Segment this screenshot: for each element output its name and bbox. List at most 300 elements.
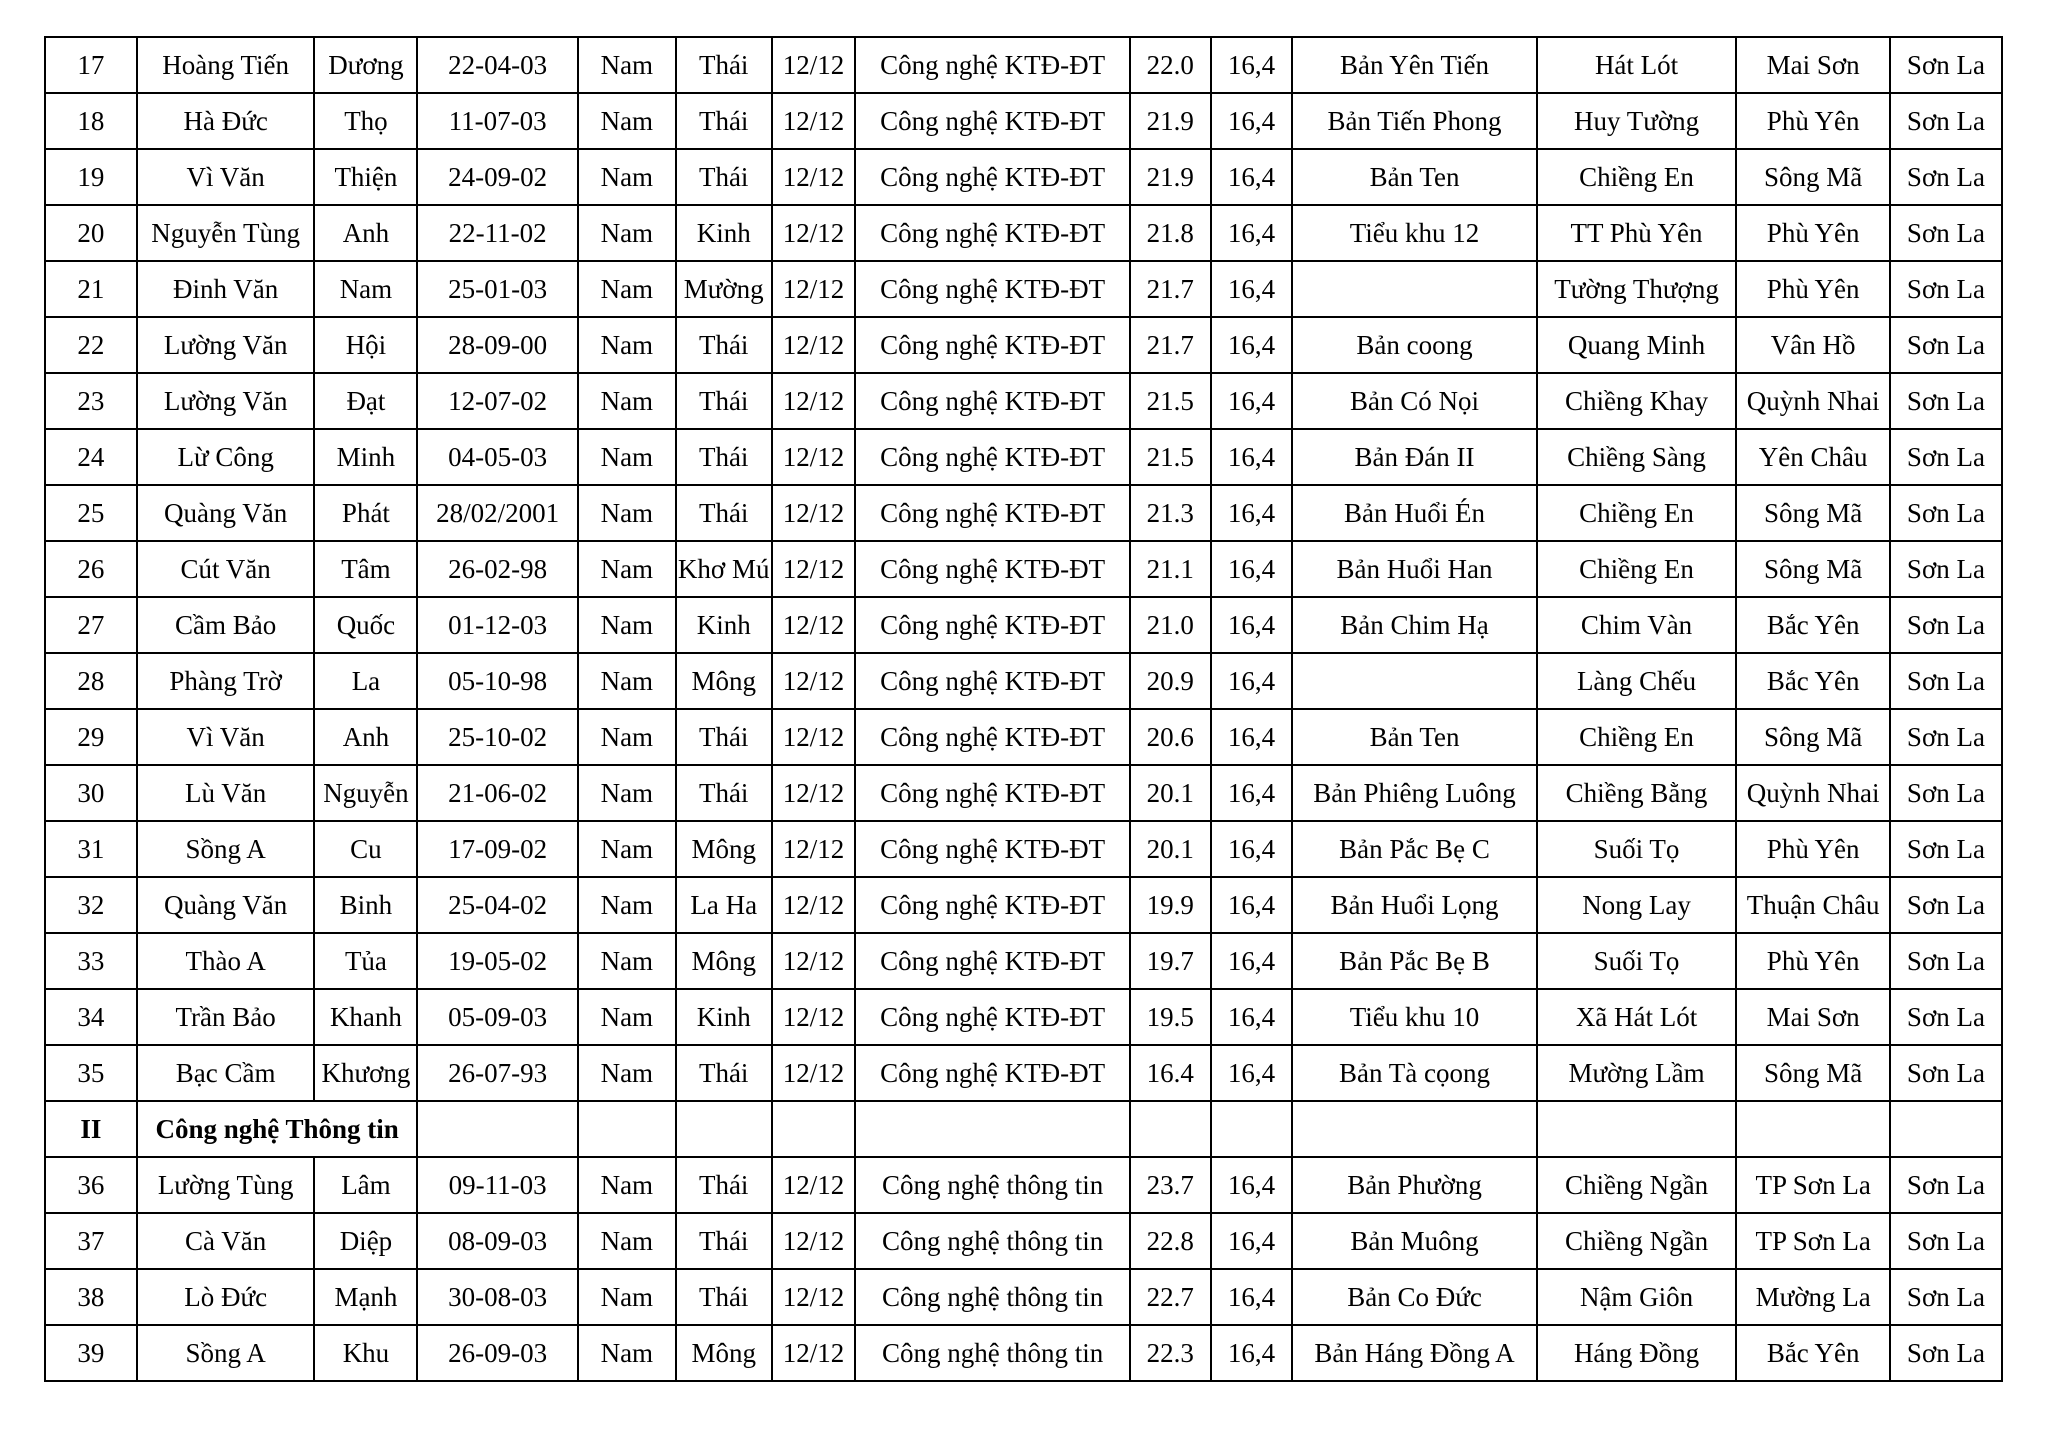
given-name-cell: Tâm [314, 541, 417, 597]
ethnicity-cell: Thái [676, 709, 772, 765]
student-roster-table [44, 36, 2003, 1382]
education-level-cell: 12/12 [772, 821, 856, 877]
table-row [45, 1213, 2002, 1269]
province-cell: Sơn La [1890, 653, 2002, 709]
ethnicity-cell: Thái [676, 429, 772, 485]
education-level-cell: 12/12 [772, 261, 856, 317]
ethnicity-cell: Thái [676, 485, 772, 541]
village-cell: Bản Đán II [1292, 429, 1536, 485]
education-level-cell: 12/12 [772, 1325, 856, 1381]
cutoff-score-cell: 16,4 [1211, 1045, 1293, 1101]
birth-date-cell: 05-09-03 [417, 989, 577, 1045]
province-cell: Sơn La [1890, 1045, 2002, 1101]
score-cell: 20.6 [1130, 709, 1211, 765]
district-cell: Sông Mã [1736, 149, 1889, 205]
ethnicity-cell: Kinh [676, 989, 772, 1045]
score-cell: 21.7 [1130, 261, 1211, 317]
education-level-cell: 12/12 [772, 877, 856, 933]
gender-cell: Nam [578, 261, 676, 317]
ethnicity-cell: Thái [676, 93, 772, 149]
student-number-cell: 28 [45, 653, 137, 709]
commune-cell: Chim Vàn [1537, 597, 1737, 653]
score-cell: 20.9 [1130, 653, 1211, 709]
province-cell: Sơn La [1890, 429, 2002, 485]
family-name-cell: Lường Văn [137, 373, 315, 429]
table-row [45, 205, 2002, 261]
province-cell: Sơn La [1890, 765, 2002, 821]
student-number-cell: 39 [45, 1325, 137, 1381]
gender-cell: Nam [578, 317, 676, 373]
family-name-cell: Hà Đức [137, 93, 315, 149]
province-cell: Sơn La [1890, 877, 2002, 933]
education-level-cell: 12/12 [772, 485, 856, 541]
table-row [45, 989, 2002, 1045]
commune-cell: Chiềng En [1537, 709, 1737, 765]
given-name-cell: Thọ [314, 93, 417, 149]
cutoff-score-cell: 16,4 [1211, 989, 1293, 1045]
score-cell: 21.8 [1130, 205, 1211, 261]
student-number-cell: 31 [45, 821, 137, 877]
cutoff-score-cell: 16,4 [1211, 1325, 1293, 1381]
student-number-cell: 27 [45, 597, 137, 653]
ethnicity-cell: Thái [676, 37, 772, 93]
cutoff-score-cell: 16,4 [1211, 317, 1293, 373]
section-ii-rows [45, 1157, 2002, 1381]
family-name-cell: Sồng A [137, 1325, 315, 1381]
major-cell: Công nghệ KTĐ-ĐT [855, 149, 1130, 205]
student-number-cell: 38 [45, 1269, 137, 1325]
given-name-cell: La [314, 653, 417, 709]
education-level-cell: 12/12 [772, 765, 856, 821]
birth-date-cell: 21-06-02 [417, 765, 577, 821]
table-row [45, 653, 2002, 709]
given-name-cell: Anh [314, 205, 417, 261]
gender-cell: Nam [578, 877, 676, 933]
commune-cell: Suối Tọ [1537, 933, 1737, 989]
table-row [45, 709, 2002, 765]
village-cell: Bản Pắc Bẹ C [1292, 821, 1536, 877]
district-cell: Bắc Yên [1736, 653, 1889, 709]
birth-date-cell: 26-09-03 [417, 1325, 577, 1381]
ethnicity-cell: Mông [676, 1325, 772, 1381]
cutoff-score-cell: 16,4 [1211, 1157, 1293, 1213]
district-cell: Phù Yên [1736, 261, 1889, 317]
province-cell: Sơn La [1890, 93, 2002, 149]
family-name-cell: Bạc Cầm [137, 1045, 315, 1101]
family-name-cell: Vì Văn [137, 709, 315, 765]
table-row [45, 1325, 2002, 1381]
student-number-cell: 33 [45, 933, 137, 989]
birth-date-cell: 25-10-02 [417, 709, 577, 765]
table-row [45, 429, 2002, 485]
family-name-cell: Quàng Văn [137, 877, 315, 933]
district-cell: Yên Châu [1736, 429, 1889, 485]
gender-cell: Nam [578, 541, 676, 597]
district-cell: Bắc Yên [1736, 1325, 1889, 1381]
ethnicity-cell: Thái [676, 373, 772, 429]
province-cell: Sơn La [1890, 821, 2002, 877]
given-name-cell: Đạt [314, 373, 417, 429]
birth-date-cell: 24-09-02 [417, 149, 577, 205]
family-name-cell: Quàng Văn [137, 485, 315, 541]
major-cell: Công nghệ KTĐ-ĐT [855, 541, 1130, 597]
given-name-cell: Nam [314, 261, 417, 317]
province-cell: Sơn La [1890, 205, 2002, 261]
given-name-cell: Anh [314, 709, 417, 765]
cutoff-score-cell: 16,4 [1211, 1269, 1293, 1325]
student-number-cell: 19 [45, 149, 137, 205]
ethnicity-cell: Thái [676, 1269, 772, 1325]
major-cell: Công nghệ thông tin [855, 1213, 1130, 1269]
table-row [45, 877, 2002, 933]
district-cell: Phù Yên [1736, 933, 1889, 989]
family-name-cell: Lò Đức [137, 1269, 315, 1325]
major-cell: Công nghệ KTĐ-ĐT [855, 485, 1130, 541]
student-number-cell: 35 [45, 1045, 137, 1101]
commune-cell: Chiềng Sàng [1537, 429, 1737, 485]
education-level-cell: 12/12 [772, 653, 856, 709]
province-cell: Sơn La [1890, 541, 2002, 597]
table-row [45, 93, 2002, 149]
province-cell: Sơn La [1890, 37, 2002, 93]
family-name-cell: Trần Bảo [137, 989, 315, 1045]
table-row [45, 541, 2002, 597]
ethnicity-cell: Thái [676, 765, 772, 821]
commune-cell: Tường Thượng [1537, 261, 1737, 317]
gender-cell: Nam [578, 429, 676, 485]
score-cell: 22.3 [1130, 1325, 1211, 1381]
province-cell: Sơn La [1890, 597, 2002, 653]
village-cell: Bản Muông [1292, 1213, 1536, 1269]
given-name-cell: Diệp [314, 1213, 417, 1269]
gender-cell: Nam [578, 933, 676, 989]
village-cell: Bản Chim Hạ [1292, 597, 1536, 653]
ethnicity-cell: Mông [676, 653, 772, 709]
gender-cell: Nam [578, 373, 676, 429]
village-cell: Bản Phường [1292, 1157, 1536, 1213]
village-cell [1292, 653, 1536, 709]
gender-cell: Nam [578, 821, 676, 877]
birth-date-cell: 25-04-02 [417, 877, 577, 933]
birth-date-cell: 30-08-03 [417, 1269, 577, 1325]
table-row [45, 485, 2002, 541]
student-number-cell: 17 [45, 37, 137, 93]
village-cell: Bản coong [1292, 317, 1536, 373]
village-cell: Tiểu khu 10 [1292, 989, 1536, 1045]
major-cell: Công nghệ KTĐ-ĐT [855, 933, 1130, 989]
given-name-cell: Hội [314, 317, 417, 373]
major-cell: Công nghệ KTĐ-ĐT [855, 205, 1130, 261]
commune-cell: Chiềng En [1537, 149, 1737, 205]
birth-date-cell: 26-02-98 [417, 541, 577, 597]
ethnicity-cell: Kinh [676, 205, 772, 261]
cutoff-score-cell: 16,4 [1211, 37, 1293, 93]
given-name-cell: Cu [314, 821, 417, 877]
student-number-cell: 36 [45, 1157, 137, 1213]
score-cell: 21.3 [1130, 485, 1211, 541]
commune-cell: Háng Đồng [1537, 1325, 1737, 1381]
major-cell: Công nghệ KTĐ-ĐT [855, 821, 1130, 877]
family-name-cell: Lừ Công [137, 429, 315, 485]
score-cell: 21.9 [1130, 149, 1211, 205]
family-name-cell: Nguyễn Tùng [137, 205, 315, 261]
cutoff-score-cell: 16,4 [1211, 149, 1293, 205]
gender-cell: Nam [578, 597, 676, 653]
ethnicity-cell: Thái [676, 317, 772, 373]
score-cell: 21.5 [1130, 429, 1211, 485]
birth-date-cell: 04-05-03 [417, 429, 577, 485]
village-cell: Bản Huổi Han [1292, 541, 1536, 597]
ethnicity-cell: Thái [676, 1157, 772, 1213]
student-number-cell: 34 [45, 989, 137, 1045]
birth-date-cell: 22-11-02 [417, 205, 577, 261]
family-name-cell: Sồng A [137, 821, 315, 877]
major-cell: Công nghệ KTĐ-ĐT [855, 317, 1130, 373]
commune-cell: Nong Lay [1537, 877, 1737, 933]
birth-date-cell: 01-12-03 [417, 597, 577, 653]
village-cell: Bản Yên Tiến [1292, 37, 1536, 93]
province-cell: Sơn La [1890, 1325, 2002, 1381]
given-name-cell: Khu [314, 1325, 417, 1381]
birth-date-cell: 19-05-02 [417, 933, 577, 989]
score-cell: 16.4 [1130, 1045, 1211, 1101]
gender-cell: Nam [578, 485, 676, 541]
major-cell: Công nghệ thông tin [855, 1325, 1130, 1381]
cutoff-score-cell: 16,4 [1211, 597, 1293, 653]
ethnicity-cell: Thái [676, 149, 772, 205]
education-level-cell: 12/12 [772, 205, 856, 261]
family-name-cell: Cầm Bảo [137, 597, 315, 653]
commune-cell: Chiềng En [1537, 485, 1737, 541]
student-number-cell: 22 [45, 317, 137, 373]
score-cell: 19.7 [1130, 933, 1211, 989]
village-cell: Bản Tiến Phong [1292, 93, 1536, 149]
education-level-cell: 12/12 [772, 989, 856, 1045]
score-cell: 22.7 [1130, 1269, 1211, 1325]
village-cell: Tiểu khu 12 [1292, 205, 1536, 261]
score-cell: 21.0 [1130, 597, 1211, 653]
education-level-cell: 12/12 [772, 37, 856, 93]
table-row [45, 1157, 2002, 1213]
commune-cell: Chiềng Ngần [1537, 1213, 1737, 1269]
major-cell: Công nghệ KTĐ-ĐT [855, 653, 1130, 709]
given-name-cell: Quốc [314, 597, 417, 653]
section-ii-header [45, 1101, 2002, 1157]
given-name-cell: Khương [314, 1045, 417, 1101]
student-number-cell: 23 [45, 373, 137, 429]
district-cell: Bắc Yên [1736, 597, 1889, 653]
section-number: II [45, 1101, 137, 1157]
major-cell: Công nghệ KTĐ-ĐT [855, 429, 1130, 485]
ethnicity-cell: Mông [676, 933, 772, 989]
commune-cell: Huy Tường [1537, 93, 1737, 149]
score-cell: 19.5 [1130, 989, 1211, 1045]
education-level-cell: 12/12 [772, 429, 856, 485]
table-row [45, 933, 2002, 989]
commune-cell: Chiềng Khay [1537, 373, 1737, 429]
commune-cell: Làng Chếu [1537, 653, 1737, 709]
gender-cell: Nam [578, 1325, 676, 1381]
score-cell: 23.7 [1130, 1157, 1211, 1213]
major-cell: Công nghệ KTĐ-ĐT [855, 373, 1130, 429]
score-cell: 20.1 [1130, 765, 1211, 821]
cutoff-score-cell: 16,4 [1211, 765, 1293, 821]
province-cell: Sơn La [1890, 317, 2002, 373]
family-name-cell: Vì Văn [137, 149, 315, 205]
ethnicity-cell: Thái [676, 1213, 772, 1269]
score-cell: 22.8 [1130, 1213, 1211, 1269]
district-cell: Thuận Châu [1736, 877, 1889, 933]
student-number-cell: 25 [45, 485, 137, 541]
given-name-cell: Thiện [314, 149, 417, 205]
commune-cell: Hát Lót [1537, 37, 1737, 93]
village-cell: Bản Ten [1292, 709, 1536, 765]
ethnicity-cell: Khơ Mú [676, 541, 772, 597]
major-cell: Công nghệ thông tin [855, 1157, 1130, 1213]
student-number-cell: 26 [45, 541, 137, 597]
cutoff-score-cell: 16,4 [1211, 485, 1293, 541]
ethnicity-cell: Mường [676, 261, 772, 317]
province-cell: Sơn La [1890, 1157, 2002, 1213]
given-name-cell: Tủa [314, 933, 417, 989]
given-name-cell: Khanh [314, 989, 417, 1045]
table-row [45, 149, 2002, 205]
commune-cell: Chiềng En [1537, 541, 1737, 597]
family-name-cell: Lù Văn [137, 765, 315, 821]
village-cell: Bản Ten [1292, 149, 1536, 205]
education-level-cell: 12/12 [772, 1045, 856, 1101]
table-row [45, 597, 2002, 653]
major-cell: Công nghệ KTĐ-ĐT [855, 93, 1130, 149]
district-cell: Mai Sơn [1736, 37, 1889, 93]
gender-cell: Nam [578, 765, 676, 821]
district-cell: Phù Yên [1736, 205, 1889, 261]
major-cell: Công nghệ KTĐ-ĐT [855, 37, 1130, 93]
district-cell: Quỳnh Nhai [1736, 373, 1889, 429]
major-cell: Công nghệ KTĐ-ĐT [855, 989, 1130, 1045]
major-cell: Công nghệ KTĐ-ĐT [855, 597, 1130, 653]
birth-date-cell: 17-09-02 [417, 821, 577, 877]
education-level-cell: 12/12 [772, 93, 856, 149]
commune-cell: Mường Lầm [1537, 1045, 1737, 1101]
score-cell: 21.1 [1130, 541, 1211, 597]
gender-cell: Nam [578, 653, 676, 709]
district-cell: Sông Mã [1736, 485, 1889, 541]
education-level-cell: 12/12 [772, 1269, 856, 1325]
cutoff-score-cell: 16,4 [1211, 205, 1293, 261]
cutoff-score-cell: 16,4 [1211, 373, 1293, 429]
given-name-cell: Lâm [314, 1157, 417, 1213]
commune-cell: TT Phù Yên [1537, 205, 1737, 261]
major-cell: Công nghệ KTĐ-ĐT [855, 1045, 1130, 1101]
birth-date-cell: 25-01-03 [417, 261, 577, 317]
student-number-cell: 24 [45, 429, 137, 485]
province-cell: Sơn La [1890, 1213, 2002, 1269]
village-cell [1292, 261, 1536, 317]
cutoff-score-cell: 16,4 [1211, 821, 1293, 877]
cutoff-score-cell: 16,4 [1211, 429, 1293, 485]
cutoff-score-cell: 16,4 [1211, 709, 1293, 765]
district-cell: Quỳnh Nhai [1736, 765, 1889, 821]
birth-date-cell: 11-07-03 [417, 93, 577, 149]
given-name-cell: Binh [314, 877, 417, 933]
birth-date-cell: 22-04-03 [417, 37, 577, 93]
education-level-cell: 12/12 [772, 597, 856, 653]
education-level-cell: 12/12 [772, 541, 856, 597]
major-cell: Công nghệ thông tin [855, 1269, 1130, 1325]
village-cell: Bản Tà cọong [1292, 1045, 1536, 1101]
family-name-cell: Cà Văn [137, 1213, 315, 1269]
student-number-cell: 20 [45, 205, 137, 261]
cutoff-score-cell: 16,4 [1211, 933, 1293, 989]
province-cell: Sơn La [1890, 709, 2002, 765]
province-cell: Sơn La [1890, 485, 2002, 541]
province-cell: Sơn La [1890, 261, 2002, 317]
gender-cell: Nam [578, 205, 676, 261]
gender-cell: Nam [578, 989, 676, 1045]
district-cell: Phù Yên [1736, 93, 1889, 149]
given-name-cell: Phát [314, 485, 417, 541]
family-name-cell: Đinh Văn [137, 261, 315, 317]
district-cell: Phù Yên [1736, 821, 1889, 877]
commune-cell: Quang Minh [1537, 317, 1737, 373]
village-cell: Bản Huổi Lọng [1292, 877, 1536, 933]
cutoff-score-cell: 16,4 [1211, 541, 1293, 597]
district-cell: Sông Mã [1736, 1045, 1889, 1101]
ethnicity-cell: Kinh [676, 597, 772, 653]
district-cell: Vân Hồ [1736, 317, 1889, 373]
birth-date-cell: 09-11-03 [417, 1157, 577, 1213]
student-number-cell: 37 [45, 1213, 137, 1269]
ethnicity-cell: Mông [676, 821, 772, 877]
district-cell: Sông Mã [1736, 541, 1889, 597]
education-level-cell: 12/12 [772, 149, 856, 205]
district-cell: TP Sơn La [1736, 1213, 1889, 1269]
birth-date-cell: 26-07-93 [417, 1045, 577, 1101]
province-cell: Sơn La [1890, 989, 2002, 1045]
table-row [45, 373, 2002, 429]
birth-date-cell: 05-10-98 [417, 653, 577, 709]
village-cell: Bản Pắc Bẹ B [1292, 933, 1536, 989]
student-number-cell: 32 [45, 877, 137, 933]
ethnicity-cell: Thái [676, 1045, 772, 1101]
birth-date-cell: 08-09-03 [417, 1213, 577, 1269]
score-cell: 22.0 [1130, 37, 1211, 93]
commune-cell: Chiềng Bằng [1537, 765, 1737, 821]
cutoff-score-cell: 16,4 [1211, 93, 1293, 149]
cutoff-score-cell: 16,4 [1211, 261, 1293, 317]
table-row [45, 261, 2002, 317]
section-title: Công nghệ Thông tin [137, 1101, 418, 1157]
table-row [45, 1269, 2002, 1325]
district-cell: Sông Mã [1736, 709, 1889, 765]
commune-cell: Chiềng Ngần [1537, 1157, 1737, 1213]
cutoff-score-cell: 16,4 [1211, 1213, 1293, 1269]
given-name-cell: Minh [314, 429, 417, 485]
family-name-cell: Hoàng Tiến [137, 37, 315, 93]
cutoff-score-cell: 16,4 [1211, 877, 1293, 933]
family-name-cell: Cút Văn [137, 541, 315, 597]
birth-date-cell: 12-07-02 [417, 373, 577, 429]
student-number-cell: 29 [45, 709, 137, 765]
gender-cell: Nam [578, 1045, 676, 1101]
birth-date-cell: 28/02/2001 [417, 485, 577, 541]
commune-cell: Nậm Giôn [1537, 1269, 1737, 1325]
village-cell: Bản Phiêng Luông [1292, 765, 1536, 821]
given-name-cell: Dương [314, 37, 417, 93]
gender-cell: Nam [578, 1269, 676, 1325]
gender-cell: Nam [578, 93, 676, 149]
